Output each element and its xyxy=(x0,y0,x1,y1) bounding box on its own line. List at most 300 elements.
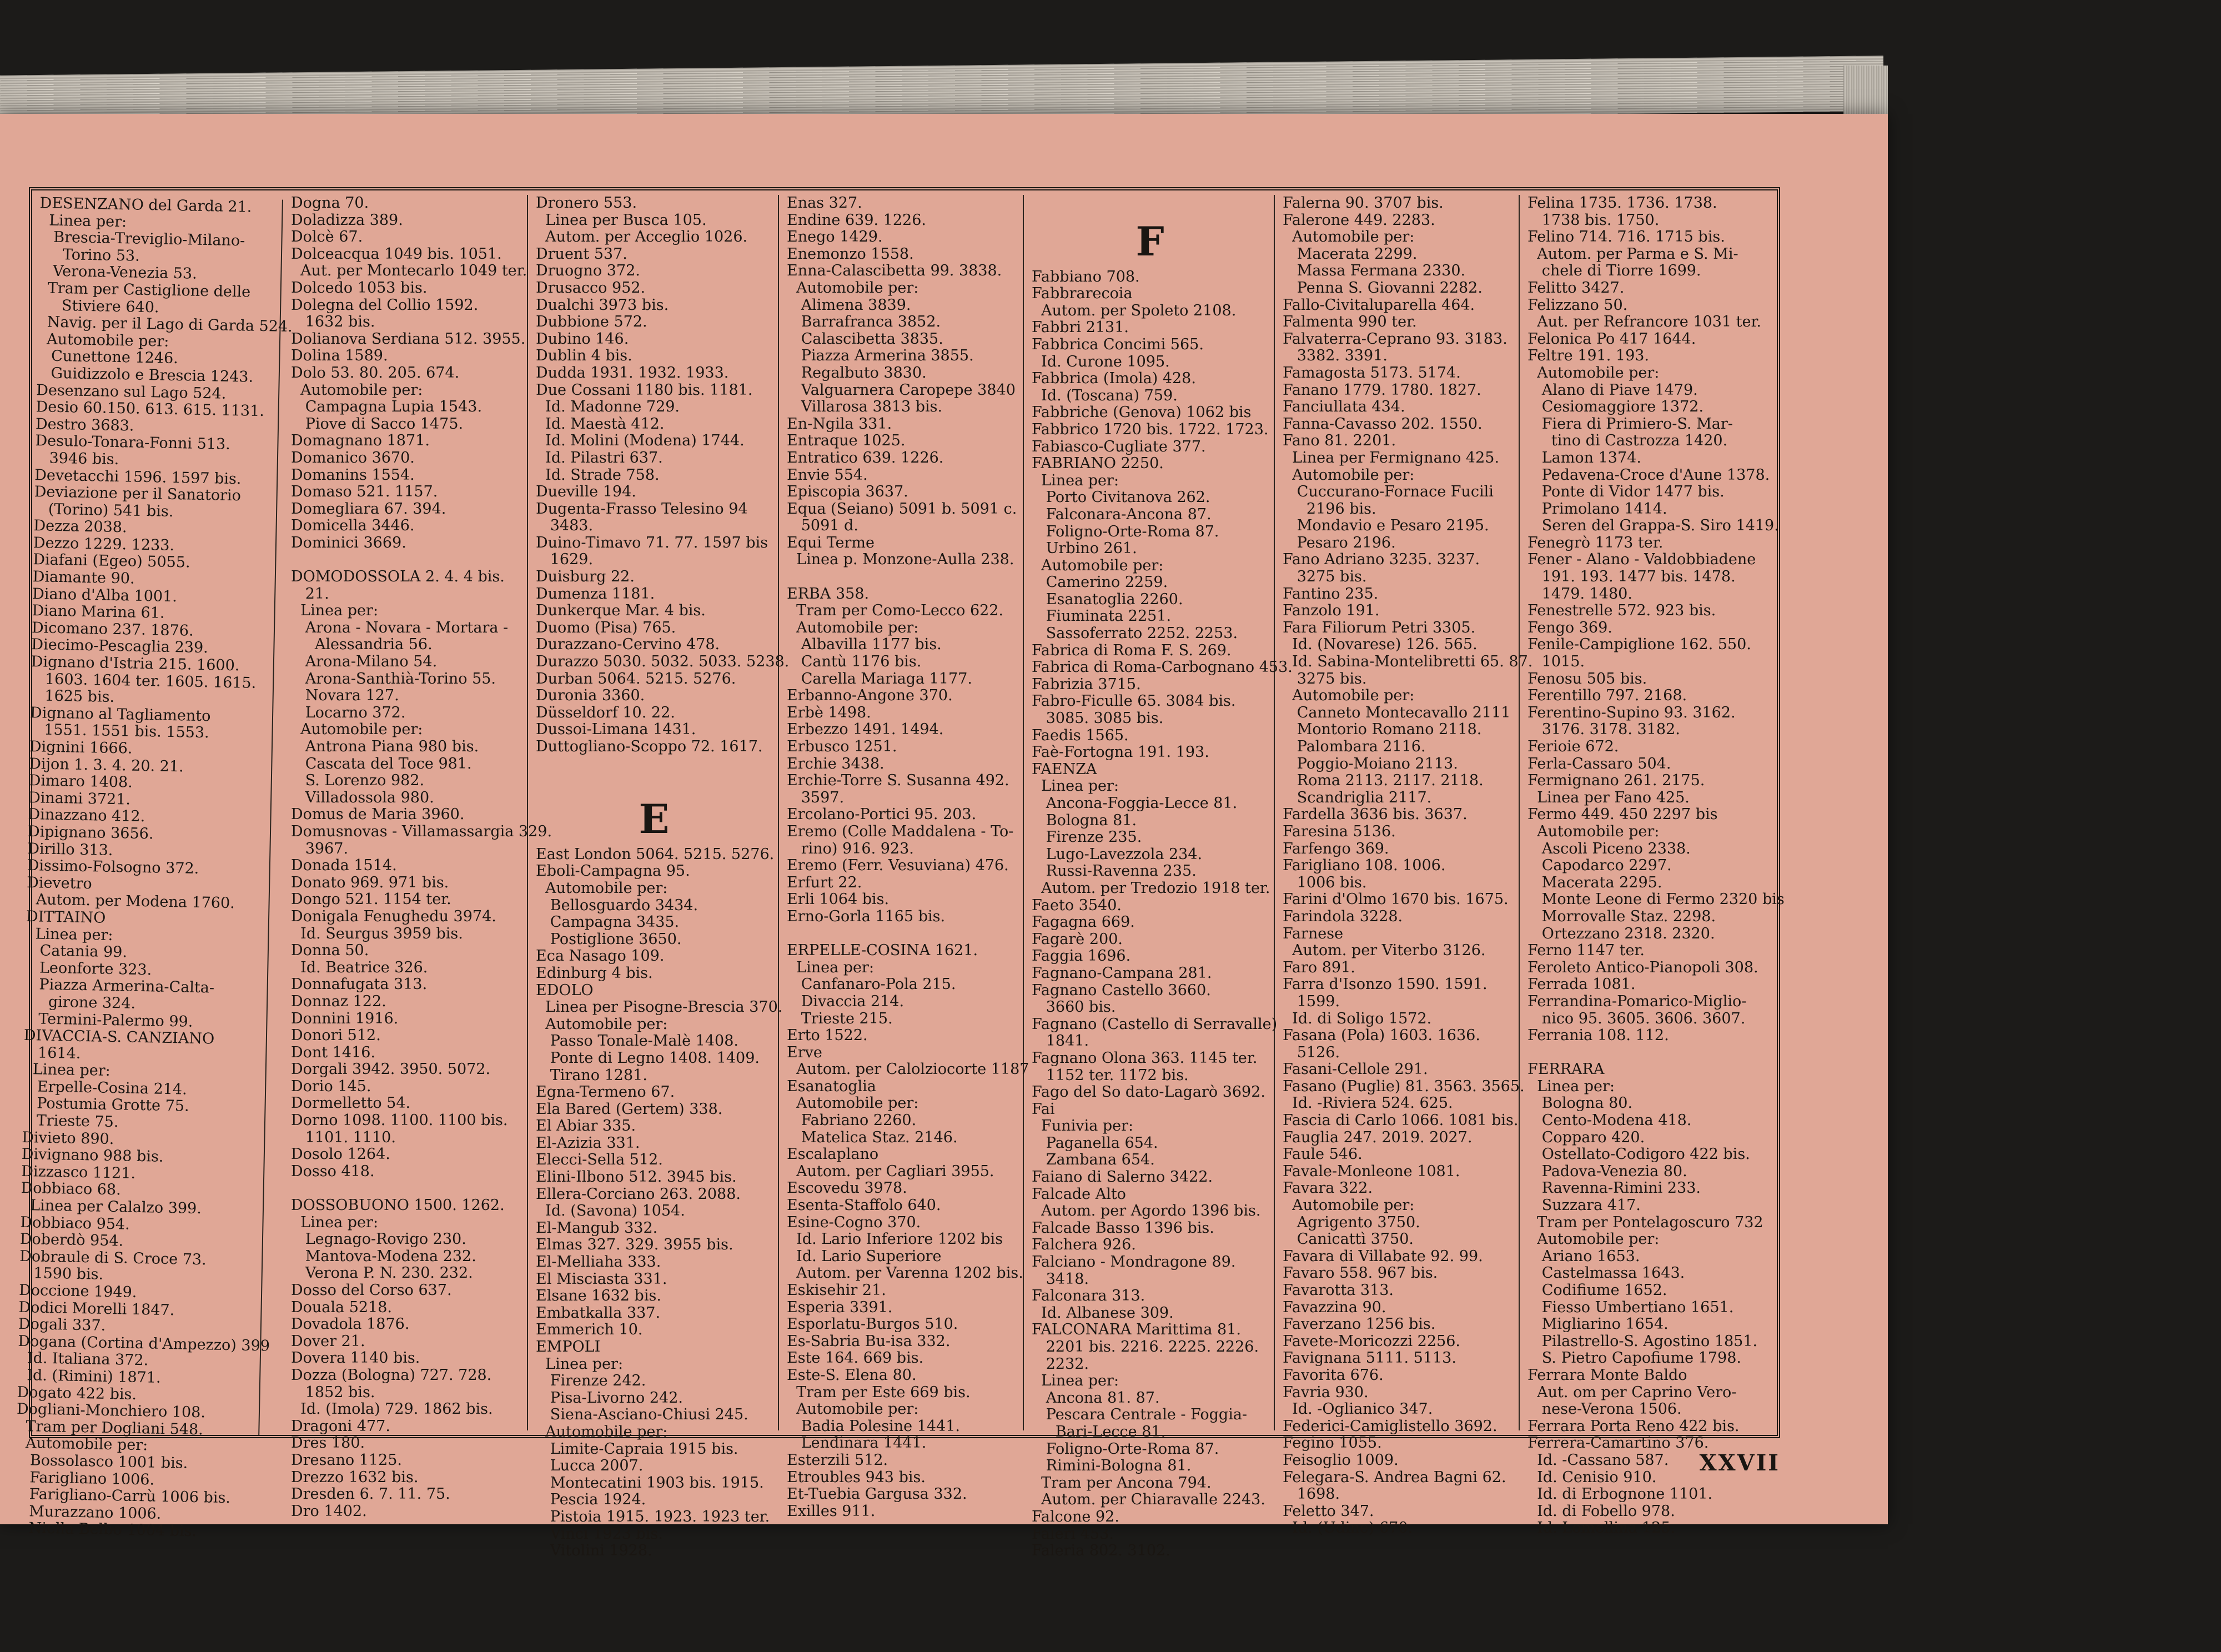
index-entry-line: Equi Terme xyxy=(787,534,875,551)
index-entry-line: DOMODOSSOLA 2. 4. 4 bis. xyxy=(291,568,505,586)
index-entry-line: 5126. xyxy=(1283,1043,1340,1061)
index-entry-line: Rimini-Bologna 81. xyxy=(1032,1457,1192,1475)
index-entry-line: Autom. per Tredozio 1918 ter. xyxy=(1032,879,1270,897)
index-entry-line: Cesiomaggiore 1372. xyxy=(1527,398,1704,416)
index-entry-line: Alimena 3839. xyxy=(787,296,911,314)
index-entry-line: Es-Sabria Bu-isa 332. xyxy=(787,1332,951,1350)
index-entry-line: Funivia per: xyxy=(1032,1117,1134,1135)
index-column xyxy=(8,194,293,1540)
index-entry-line: Dunkerque Mar. 4 bis. xyxy=(536,602,706,620)
index-entry-line: Palombara 2116. xyxy=(1283,738,1426,755)
index-entry-line: Favria 930. xyxy=(1283,1383,1369,1401)
index-entry-line: Ferrada 1081. xyxy=(1527,976,1636,993)
index-entry-line: Fago del So dato-Lagarò 3692. xyxy=(1032,1083,1265,1101)
index-entry-line: Drusacco 952. xyxy=(536,279,646,297)
index-entry-line xyxy=(536,756,775,773)
index-entry-line: Dubbione 572. xyxy=(536,313,647,331)
index-entry-line: Automobile per: xyxy=(787,1094,919,1112)
index-entry-line: Automobile per: xyxy=(787,619,919,636)
index-entry-line: Dover 21. xyxy=(291,1332,365,1350)
index-entry-line: Feletto 347. xyxy=(1283,1502,1374,1520)
index-entry-line: Diecimo-Pescaglia 239. xyxy=(31,636,209,657)
index-entry-line: Regalbuto 3830. xyxy=(787,364,927,381)
index-entry-line: Pedavena-Croce d'Aune 1378. xyxy=(1527,466,1770,484)
index-entry-line: Egna-Termeno 67. xyxy=(536,1083,675,1101)
index-entry-line: Dongo 521. 1154 ter. xyxy=(291,891,451,908)
index-entry-line: Dozza (Bologna) 727. 728. xyxy=(291,1366,492,1384)
index-entry-line: Fanano 1779. 1780. 1827. xyxy=(1283,381,1481,399)
index-entry-line xyxy=(291,1180,524,1197)
index-entry-line: Faedis 1565. xyxy=(1032,726,1129,744)
index-entry-line: Eca Nasago 109. xyxy=(536,947,665,965)
index-entry-line: Duino-Timavo 71. 77. 1597 bis xyxy=(536,534,768,551)
index-entry-line: Dizzasco 1121. xyxy=(21,1162,136,1182)
index-entry-line: Lendinara 1441. xyxy=(787,1434,927,1452)
index-entry-line xyxy=(787,569,1019,586)
index-entry-line: Dosso 418. xyxy=(291,1162,375,1180)
index-entry-line: East London 5064. 5215. 5276. xyxy=(536,845,775,863)
index-entry-line: Id. -Cassano 587. xyxy=(1527,1451,1669,1469)
index-entry-line: Elmas 327. 329. 3955 bis. xyxy=(536,1236,733,1254)
index-entry-line: 1852 bis. xyxy=(291,1383,375,1401)
index-entry-line: Foligno-Orte-Roma 87. xyxy=(1032,1440,1219,1458)
index-entry-line: Esanatoglia xyxy=(787,1077,876,1095)
index-entry-line: Donada 1514. xyxy=(291,857,397,875)
index-entry-line: Dorio 145. xyxy=(291,1077,371,1095)
index-entry-line: Elini-Ilbono 512. 3945 bis. xyxy=(536,1168,737,1186)
index-entry-line: FAENZA xyxy=(1032,760,1097,778)
index-entry-line: Donato 969. 971 bis. xyxy=(291,873,449,891)
index-entry-line: Canneto Montecavallo 2111 xyxy=(1283,704,1511,721)
index-entry-line: Fagarè 200. xyxy=(1032,930,1123,948)
index-entry-line: Dogana (Cortina d'Ampezzo) 399 xyxy=(18,1332,270,1355)
index-entry-line: Cantù 1176 bis. xyxy=(787,653,922,671)
index-entry-line: Automobile per: xyxy=(1283,466,1415,484)
index-entry-line: Autom. per Modena 1760. xyxy=(26,891,235,912)
index-entry-line: Felegara-S. Andrea Bagni 62. xyxy=(1283,1468,1506,1486)
index-entry-line: Automobile per: xyxy=(291,381,423,399)
index-entry-line: Favete-Moricozzi 2256. xyxy=(1283,1332,1460,1350)
index-entry-line: nese-Verona 1506. xyxy=(1527,1400,1682,1418)
index-entry-line: Este 164. 669 bis. xyxy=(787,1349,924,1367)
index-entry-line: Firenze 235. xyxy=(1032,828,1142,846)
index-entry-line: Automobile per: xyxy=(1527,822,1660,840)
index-entry-line: Automobile per: xyxy=(1032,556,1164,574)
index-entry-line: Dussoi-Limana 1431. xyxy=(536,721,696,739)
index-entry-line: 1614. xyxy=(23,1043,81,1062)
index-entry-line: Entraque 1025. xyxy=(787,432,906,450)
index-entry-line: Automobile per: xyxy=(291,721,423,739)
index-entry-line: Automobile per: xyxy=(1527,1231,1660,1248)
index-entry-line: Primolano 1414. xyxy=(1527,500,1667,518)
index-entry-line: Fagnano Olona 363. 1145 ter. xyxy=(1032,1049,1258,1067)
index-entry-line: DESENZANO del Garda 21. xyxy=(39,194,252,216)
index-entry-line: Autom. per Agordo 1396 bis. xyxy=(1032,1202,1261,1220)
index-entry-line: Alessandria 56. xyxy=(291,636,433,654)
index-entry-line: Favorita 676. xyxy=(1283,1366,1384,1384)
index-entry-line: DITTAINO xyxy=(26,907,106,927)
index-entry-line: Eremo (Colle Maddalena - To- xyxy=(787,822,1014,840)
index-entry-line: Escalaplano xyxy=(787,1146,879,1163)
index-entry-line: Dro 1402. xyxy=(291,1502,367,1520)
index-entry-line: Emmerich 10. xyxy=(536,1321,643,1339)
index-entry-line: FABRIANO 2250. xyxy=(1032,455,1164,473)
index-entry-line: Id. Madonne 729. xyxy=(536,398,680,416)
index-entry-line: Fabrica di Roma-Carbognano 453. xyxy=(1032,659,1293,676)
index-entry-line: S. Pietro Capofiume 1798. xyxy=(1527,1349,1741,1367)
index-entry-line: Ferentino-Supino 93. 3162. xyxy=(1527,704,1736,721)
index-entry-line: Erbezzo 1491. 1494. xyxy=(787,721,944,739)
index-entry-line: Dolina 1589. xyxy=(291,347,388,365)
index-entry-line: Dugenta-Frasso Telesino 94 xyxy=(536,500,748,518)
index-entry-line: DIVACCIA-S. CANZIANO xyxy=(23,1027,215,1048)
index-entry-line: Dezzo 1229. 1233. xyxy=(33,534,175,554)
index-entry-line: FERRARA xyxy=(1527,1061,1605,1078)
index-entry-line: (Torino) 541 bis. xyxy=(33,500,174,520)
index-entry-line: Tram per Como-Lecco 622. xyxy=(787,602,1004,620)
index-entry-line: Fanzolo 191. xyxy=(1283,602,1380,620)
index-entry-line: Feroleto Antico-Pianopoli 308. xyxy=(1527,958,1758,976)
index-entry-line: En-Ngila 331. xyxy=(787,415,892,433)
index-entry-line: Felitto 3427. xyxy=(1527,279,1625,297)
index-entry-line: Fara Filiorum Petri 3305. xyxy=(1283,619,1476,636)
index-entry-line: Dueville 194. xyxy=(536,483,636,501)
index-entry-line: Dogliani-Monchiero 108. xyxy=(16,1400,206,1422)
index-entry-line: Piove di Sacco 1475. xyxy=(291,415,464,433)
index-entry-line: Campagna Lupia 1543. xyxy=(291,398,483,416)
index-entry-line: Fabbrarecoia xyxy=(1032,285,1133,303)
index-entry-line: Dormelletto 54. xyxy=(291,1094,411,1112)
index-entry-line: Farigliano-Carrù 1006 bis. xyxy=(14,1485,231,1507)
index-entry-line: Farindola 3228. xyxy=(1283,907,1403,925)
index-entry-line: Dogato 422 bis. xyxy=(17,1383,137,1403)
index-entry-line: Falmenta 990 ter. xyxy=(1283,313,1417,331)
index-entry-line: Fenegrò 1173 ter. xyxy=(1527,534,1664,551)
index-entry-line: Cunettone 1246. xyxy=(37,347,179,368)
index-entry-line: Automobile per: xyxy=(16,1434,148,1454)
index-entry-line: Linea per Fano 425. xyxy=(1527,789,1690,806)
index-entry-line: Fiuminata 2251. xyxy=(1032,607,1172,625)
index-entry-line: tino di Castrozza 1420. xyxy=(1527,432,1728,450)
index-entry-line: Porto Civitanova 262. xyxy=(1032,489,1210,506)
page-number: XXVII xyxy=(1699,1450,1780,1476)
index-entry-line: Donnini 1916. xyxy=(291,1010,399,1027)
index-entry-line: Escovedu 3978. xyxy=(787,1179,907,1197)
index-entry-line: Zambana 654. xyxy=(1032,1151,1155,1169)
index-entry-line: Catania 99. xyxy=(25,942,128,961)
book-page xyxy=(0,114,1888,1560)
index-entry-line: 21. xyxy=(291,585,329,602)
index-entry-line: Donigala Fenughedu 3974. xyxy=(291,907,496,925)
index-entry-line: Linea per: xyxy=(39,211,127,230)
index-entry-line: Farini d'Olmo 1670 bis. 1675. xyxy=(1283,891,1509,908)
index-entry-line: Dinami 3721. xyxy=(28,789,131,809)
index-entry-line: Id. Strade 758. xyxy=(536,466,660,484)
index-entry-line: Id. di Fobello 978. xyxy=(1527,1502,1675,1520)
index-entry-line: Fagagna 669. xyxy=(1032,913,1135,931)
index-entry-line: Erbè 1498. xyxy=(787,704,871,721)
index-entry-line: Donna 50. xyxy=(291,942,369,960)
index-entry-line: Dosolo 1264. xyxy=(291,1146,390,1163)
index-entry-line: Doladizza 389. xyxy=(291,211,403,229)
index-entry-line: Due Cossani 1180 bis. 1181. xyxy=(536,381,753,399)
index-entry-line: Favazzina 90. xyxy=(1283,1298,1386,1316)
index-entry-line: Fiesso Umbertiano 1651. xyxy=(1527,1298,1734,1316)
index-entry-line: Fano Adriano 3235. 3237. xyxy=(1283,551,1480,569)
index-entry-line: Automobile per: xyxy=(1283,1197,1415,1214)
index-entry-line: Cuccurano-Fornace Fucili xyxy=(1283,483,1494,501)
index-entry-line: Fauglia 247. 2019. 2027. xyxy=(1283,1128,1473,1146)
index-entry-line: Badia Polesine 1441. xyxy=(787,1417,960,1435)
index-entry-line: Enemonzo 1558. xyxy=(787,245,914,263)
index-entry-line: Durban 5064. 5215. 5276. xyxy=(536,670,736,687)
index-entry-line: Faleria 802. 3102. xyxy=(1032,1542,1170,1560)
index-entry-line: Fasani-Cellole 291. xyxy=(1283,1061,1428,1078)
index-entry-line: Vitolini 1928. xyxy=(536,1542,652,1560)
index-entry-line: Fenosu 505 bis. xyxy=(1527,670,1647,687)
index-entry-line: Düsseldorf 10. 22. xyxy=(536,704,675,721)
index-entry-line: Canicattì 3750. xyxy=(1283,1231,1414,1248)
index-entry-line: chele di Tiorre 1699. xyxy=(1527,262,1701,280)
index-entry-line: Etroubles 943 bis. xyxy=(787,1468,926,1486)
index-entry-line: Envie 554. xyxy=(787,466,868,484)
index-entry-line: Linea per: xyxy=(1032,471,1119,489)
index-entry-line: Trieste 215. xyxy=(787,1010,893,1027)
index-entry-line: Poggio-Moiano 2113. xyxy=(1283,755,1458,772)
index-entry-line: 1590 bis. xyxy=(19,1264,104,1284)
index-entry-line: Bossolasco 1001 bis. xyxy=(15,1451,188,1472)
index-entry-line: Faiano di Salerno 3422. xyxy=(1032,1168,1213,1186)
index-entry-line: Villarosa 3813 bis. xyxy=(787,398,943,416)
index-entry-line: Faleri 453. xyxy=(1032,1525,1114,1543)
index-entry-line: Diano d'Alba 1001. xyxy=(32,585,178,605)
index-entry-line: Ferrara Porta Reno 422 bis. xyxy=(1527,1417,1740,1435)
index-entry-line: Tram per Dogliani 548. xyxy=(16,1417,204,1439)
index-entry-line: Dolcedo 1053 bis. xyxy=(291,279,428,297)
index-entry-line: Fabbriche (Genova) 1062 bis xyxy=(1032,404,1252,421)
index-entry-line: Dorgali 3942. 3950. 5072. xyxy=(291,1061,491,1078)
index-entry-line: Erli 1064 bis. xyxy=(787,891,890,908)
index-entry-line: Linea per: xyxy=(26,925,113,944)
index-entry-line: Falchera 926. xyxy=(1032,1236,1136,1254)
section-letter: F xyxy=(1135,217,1167,265)
index-entry-line: Erbanno-Angone 370. xyxy=(787,687,953,705)
index-entry-line: Favignana 5111. 5113. xyxy=(1283,1349,1456,1367)
index-entry-line: Murazzano 1006. xyxy=(14,1502,162,1523)
index-entry-line: Termini-Palermo 99. xyxy=(24,1010,193,1031)
index-entry-line: Dissimo-Folsogno 372. xyxy=(27,857,199,878)
index-entry-line: Stiviere 640. xyxy=(37,296,159,316)
index-entry-line: Automobile per: xyxy=(787,1400,919,1418)
index-entry-line: Carella Mariaga 1177. xyxy=(787,670,972,687)
index-entry-line: Id. Cenisio 910. xyxy=(1527,1468,1657,1486)
index-entry-line: Ravenna-Rimini 233. xyxy=(1527,1179,1701,1197)
index-entry-line: Torino 53. xyxy=(38,245,140,265)
index-entry-line: Codifiume 1652. xyxy=(1527,1282,1667,1299)
index-entry-line: Esperia 3391. xyxy=(787,1298,893,1316)
index-entry-line: Falvaterra-Ceprano 93. 3183. xyxy=(1283,330,1508,348)
index-entry-line: Fegino 1055. xyxy=(1283,1434,1382,1452)
index-entry-line: Diano Marina 61. xyxy=(32,602,165,622)
index-entry-line: Fabrica di Roma F. S. 269. xyxy=(1032,641,1232,659)
index-entry-line: Domegliara 67. 394. xyxy=(291,500,446,518)
index-entry-line: Dolo 53. 80. 205. 674. xyxy=(291,364,460,381)
index-entry-line: Macerata 2299. xyxy=(1283,245,1418,263)
index-entry-line: 3660 bis. xyxy=(1032,998,1116,1016)
index-entry-line: Dresano 1125. xyxy=(291,1451,403,1469)
index-entry-line: Eremo (Ferr. Vesuviana) 476. xyxy=(787,857,1009,875)
index-entry-line: Drezzo 1632 bis. xyxy=(291,1468,419,1486)
index-entry-line: Favale-Monleone 1081. xyxy=(1283,1162,1460,1180)
index-entry-line: Falcade Alto xyxy=(1032,1185,1126,1203)
index-entry-line: 3418. xyxy=(1032,1270,1089,1288)
index-entry-line: Id. -Riviera 524. 625. xyxy=(1283,1094,1453,1112)
index-entry-line: Aut. om per Caprino Vero- xyxy=(1527,1383,1737,1401)
index-column xyxy=(1024,195,1293,1560)
index-entry-line: Faule 546. xyxy=(1283,1146,1363,1163)
index-entry-line: Pilastrello-S. Agostino 1851. xyxy=(1527,1332,1758,1350)
index-entry-line: Embatkalla 337. xyxy=(536,1304,661,1322)
index-column xyxy=(528,194,790,1560)
index-entry-line: Lamon 1374. xyxy=(1527,449,1641,466)
index-entry-line: Fardella 3636 bis. 3637. xyxy=(1283,806,1468,824)
index-entry-line: Linea per: xyxy=(23,1061,111,1080)
index-entry-line: Tirano 1281. xyxy=(536,1066,647,1084)
index-entry-line: 1006 bis. xyxy=(1283,873,1367,891)
index-entry-line: Erpelle-Cosina 214. xyxy=(22,1077,188,1098)
index-entry-line: Automobile per: xyxy=(1283,687,1415,705)
index-entry-line: 1629. xyxy=(536,551,594,569)
index-entry-line: Erve xyxy=(787,1043,822,1061)
index-entry-line: Ancona-Foggia-Lecce 81. xyxy=(1032,795,1238,812)
index-entry-line: Autom. per Cagliari 3955. xyxy=(787,1162,994,1180)
index-entry-line: Linea per Busca 105. xyxy=(536,211,707,229)
index-entry-line: Donnafugata 313. xyxy=(291,976,428,993)
index-entry-line: Alano di Piave 1479. xyxy=(1527,381,1698,399)
index-entry-line: Dolegna del Collio 1592. xyxy=(291,296,479,314)
index-entry-line: Fascia di Carlo 1066. 1081 bis. xyxy=(1283,1112,1519,1129)
index-entry-line: Farigliano 108. 1006. xyxy=(1283,857,1446,875)
index-entry-line: Id. (Savona) 1054. xyxy=(536,1202,685,1220)
index-entry-line: Autom. per Acceglio 1026. xyxy=(536,228,748,246)
index-entry-line: Domusnovas - Villamassargia 329. xyxy=(291,822,552,840)
index-entry-line: Fengo 369. xyxy=(1527,619,1612,636)
index-entry-line: Piazza Armerina 3855. xyxy=(787,347,974,365)
index-entry-line: Pescara Centrale - Foggia- xyxy=(1032,1406,1248,1424)
index-entry-line: Dublin 4 bis. xyxy=(536,347,632,365)
index-entry-line: Automobile per: xyxy=(37,330,169,350)
index-entry-line: Brescia-Treviglio-Milano- xyxy=(39,228,245,250)
index-entry-line: Autom. per Varenna 1202 bis. xyxy=(787,1264,1023,1282)
index-entry-line: Dievetro xyxy=(26,873,93,893)
index-entry-line: 3176. 3178. 3182. xyxy=(1527,721,1680,739)
index-entry-line: Dirillo 313. xyxy=(27,840,113,859)
index-entry-line: Dobraule di S. Croce 73. xyxy=(19,1247,207,1269)
index-entry-line: Niella Belbo 1004 bis. xyxy=(14,1519,197,1540)
index-entry-line: Russi-Ravenna 235. xyxy=(1032,862,1197,880)
index-entry-line: Legnago-Rovigo 230. xyxy=(291,1231,466,1248)
index-entry-line: Fabbiano 708. xyxy=(1032,268,1140,285)
index-entry-line: Antrona Piana 980 bis. xyxy=(291,738,479,755)
index-entry-line: Faresina 5136. xyxy=(1283,822,1396,840)
index-entry-line: 3946 bis. xyxy=(34,449,119,468)
index-entry-line: 3275 bis. xyxy=(1283,568,1367,586)
index-entry-line: Foligno-Orte-Roma 87. xyxy=(1032,523,1219,540)
index-entry-line xyxy=(787,926,1019,943)
index-entry-line: Equa (Seiano) 5091 b. 5091 c. xyxy=(787,500,1017,518)
index-entry-line: Limite-Capraia 1915 bis. xyxy=(536,1440,738,1458)
index-entry-line: Doccione 1949. xyxy=(18,1281,137,1301)
index-entry-line: Faeto 3540. xyxy=(1032,896,1122,914)
index-entry-line: Favara 322. xyxy=(1283,1179,1373,1197)
index-entry-line: Aut. per Refrancore 1031 ter. xyxy=(1527,313,1762,331)
index-entry-line: Fener - Alano - Valdobbiadene xyxy=(1527,551,1756,569)
index-entry-line: 1101. 1110. xyxy=(291,1128,396,1146)
index-entry-line: Tram per Pontelagoscuro 732 xyxy=(1527,1213,1763,1231)
index-entry-line: Ferioie 672. xyxy=(1527,738,1619,755)
index-entry-line: Farigliano 1006. xyxy=(15,1468,155,1489)
index-entry-line: S. Lorenzo 982. xyxy=(291,772,425,790)
index-entry-line: Macerata 2295. xyxy=(1527,873,1662,891)
index-entry-line: Id. (Imola) 729. 1862 bis. xyxy=(291,1400,493,1418)
index-entry-line: Esterzili 512. xyxy=(787,1451,888,1469)
index-entry-line: 5091 d. xyxy=(787,517,858,535)
index-entry-line: Douala 5218. xyxy=(291,1298,392,1316)
index-entry-line: Camerino 2259. xyxy=(1032,574,1168,591)
index-entry-line xyxy=(1032,195,1270,212)
index-entry-line: Ercolano-Portici 95. 203. xyxy=(787,806,977,824)
index-entry-line: Favarotta 313. xyxy=(1283,1282,1394,1299)
index-entry-line: Durazzo 5030. 5032. 5033. 5238. xyxy=(536,653,790,671)
index-entry-line: Fantino 235. xyxy=(1283,585,1379,602)
index-entry-line: Firenze 242. xyxy=(536,1372,646,1390)
index-entry-line: Linea per: xyxy=(536,1355,624,1373)
index-entry-line: Id. (Novarese) 126. 565. xyxy=(1283,636,1478,654)
index-entry-line: 1698. xyxy=(1283,1485,1340,1503)
index-entry-line: Eboli-Campagna 95. xyxy=(536,862,690,880)
index-entry-line: 1599. xyxy=(1283,992,1340,1010)
index-entry-line: Domanico 3670. xyxy=(291,449,415,466)
index-entry-line: Desio 60.150. 613. 615. 1131. xyxy=(36,398,265,420)
index-entry-line: Id. Molini (Modena) 1744. xyxy=(536,432,745,450)
index-entry-line: Enna-Calascibetta 99. 3838. xyxy=(787,262,1002,280)
index-entry-line: Esporlatu-Burgos 510. xyxy=(787,1315,958,1333)
index-entry-line: Faro 891. xyxy=(1283,958,1355,976)
index-entry-line: Paganella 654. xyxy=(1032,1134,1158,1152)
index-entry-line: Tram per Ancona 794. xyxy=(1032,1474,1212,1492)
index-entry-line: Pisa-Livorno 242. xyxy=(536,1389,683,1407)
index-entry-line: El-Melliaha 333. xyxy=(536,1253,661,1271)
index-entry-line: Dezza 2038. xyxy=(33,517,127,536)
index-entry-line: nico 95. 3605. 3606. 3607. xyxy=(1527,1010,1746,1027)
index-entry-line: Montecatini 1903 bis. 1915. xyxy=(536,1474,764,1492)
index-entry-line: Falconara 313. xyxy=(1032,1287,1145,1305)
index-entry-line: Favara di Villabate 92. 99. xyxy=(1283,1247,1483,1265)
index-entry-line: Pesaro 2196. xyxy=(1283,534,1396,551)
index-entry-line: Dresden 6. 7. 11. 75. xyxy=(291,1485,450,1503)
index-entry-line: Duttogliano-Scoppo 72. 1617. xyxy=(536,738,763,755)
index-entry-line: FALCONARA Marittima 81. xyxy=(1032,1321,1241,1339)
index-entry-line: Capodarco 2297. xyxy=(1527,857,1672,875)
index-entry-line: Automobile per: xyxy=(536,1015,668,1033)
index-entry-line: Copparo 420. xyxy=(1527,1128,1645,1146)
index-entry-line: Linea p. Monzone-Aulla 238. xyxy=(787,551,1014,569)
index-entry-line: Fai xyxy=(1032,1100,1055,1118)
index-entry-line: rino) 916. 923. xyxy=(787,840,914,857)
index-entry-line: 1632 bis. xyxy=(291,313,375,331)
index-entry-line: Id. Lario Superiore xyxy=(787,1247,942,1265)
index-entry-line: Pistoia 1915. 1923. 1923 ter. xyxy=(536,1508,770,1525)
